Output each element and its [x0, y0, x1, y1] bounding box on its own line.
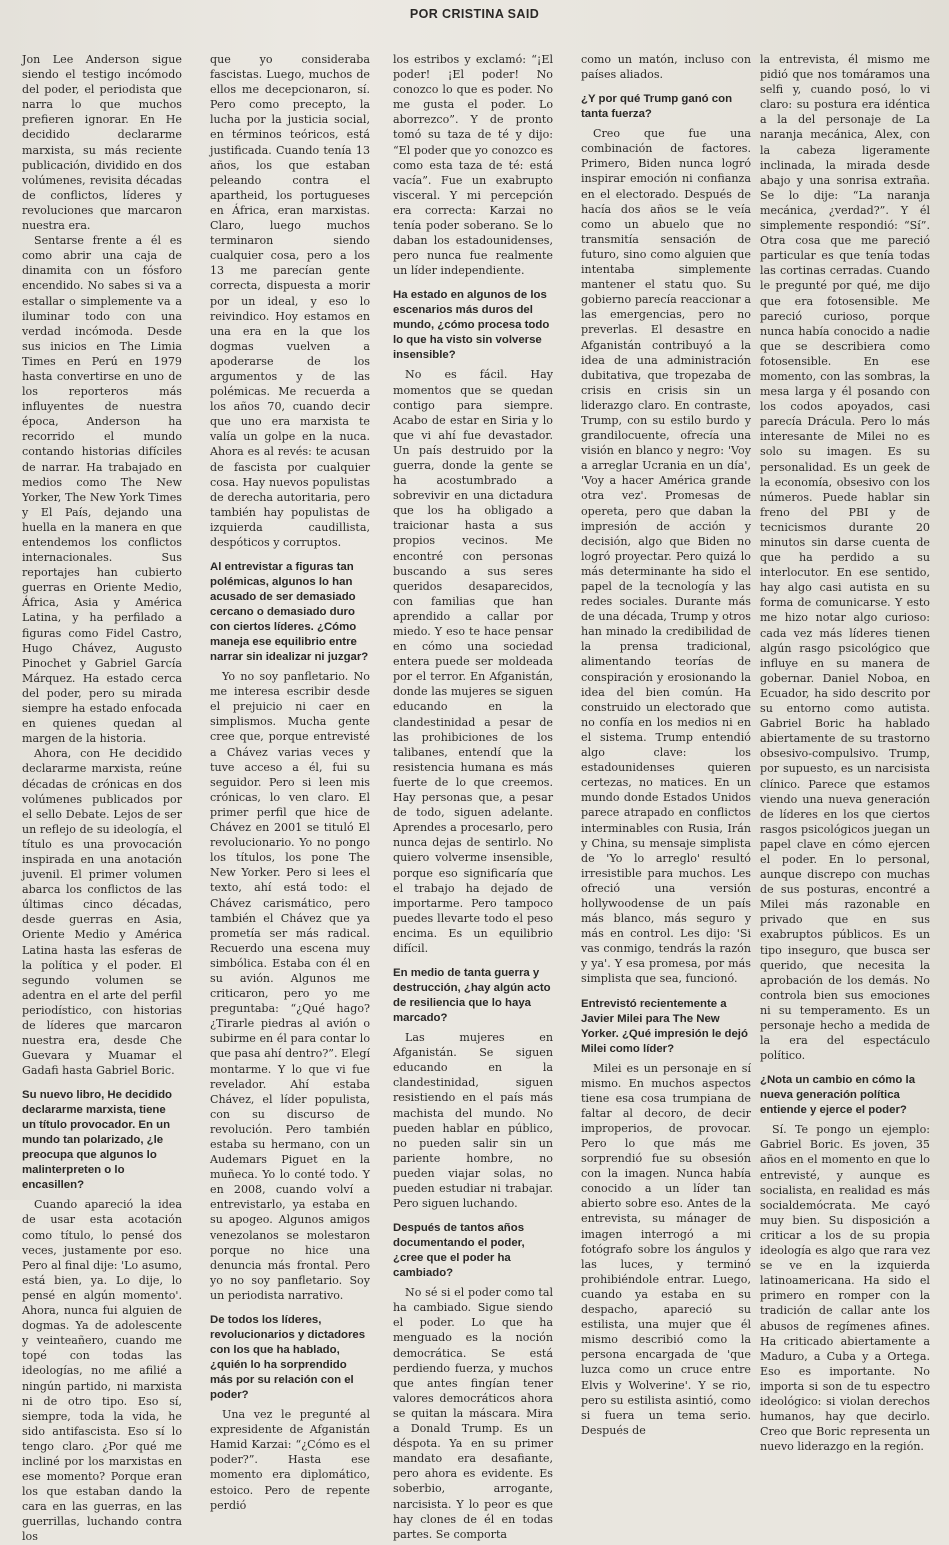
body-paragraph: No sé si el poder como tal ha cambiado. Sigue siendo el poder. Lo que ha menguado es la noción democrática. Se está perdiendo fuerza, y muchos que antes fingían tener valores democráticos ahora se quitan la máscara. Mira a Donald Trump. Es un déspota. Ya en su primer mandato era desafiante, pero ahora es evidente. Es soberbio, arrogante, narcisista. Y lo peor es que hay clones de él en todas partes. Se comporta	[393, 1286, 553, 1541]
body-paragraph: Creo que fue una combinación de factores. Primero, Biden nunca logró inspirar emoción ni confianza en el electorado. Después de hacía dos años se le veía como un abuelo que no transmitía sensación de futuro, sino como alguien que intentaba simplemente mantener el statu quo. Su gobierno parecía reaccionar a las emergencias, pero no preverlas. El desastre en Afganistán contribuyó a la idea de una administración dubitativa, que tropezaba de crisis en crisis sin un liderazgo claro. En contraste, Trump, con su estilo burdo y grandilocuente, ofrecía una visión en blanco y negro: 'Voy a arreglar Ucrania en un día', 'Voy a hacer América grande otra vez'. Promesas de opereta, pero que daban la impresión de acción y decisión, algo que Biden no logró proyectar. Pero quizá lo más determinante ha sido el papel de la tecnología y las redes sociales. Durante más de una década, Trump y otros han minado la credibilidad de la prensa tradicional, alimentando teorías de conspiración y erosionando la idea del bien común. Ha construido un electorado que no confía en los medios ni en el sistema. Trump entendió algo clave: los estadounidenses quieren certezas, no matices. En un mundo donde Estados Unidos parece atrapado en conflictos interminables con Rusia, Irán y China, su mensaje simplista de 'Yo lo arreglo' resultó irresistible para muchos. Les ofreció una versión hollywoodense de un país más blanco, más seguro y más en control. Les dijo: 'Si vas conmigo, tendrás la razón y ya'. Y esa promesa, por más simplista que sea, funcionó.	[581, 127, 751, 986]
article-column-5	[760, 52, 930, 1454]
body-paragraph: No es fácil. Hay momentos que se quedan contigo para siempre. Acabo de estar en Siria y lo que vi ahí fue devastador. Un país destruido por la guerra, donde la gente se ha acostumbrado a sobrevivir en una dictadura que los ha obligado a traicionar hasta a sus propios vecinos. Me encontré con personas buscando a sus seres queridos desaparecidos, con familias que han aprendido a callar por miedo. Y eso te hace pensar en cómo una sociedad entera puede ser moldeada por el terror. En Afganistán, donde las mujeres se siguen educando en la clandestinidad a pesar de las prohibiciones de los talibanes, entendí que la resistencia humana es más fuerte de lo que creemos. Hay personas que, a pesar de todo, siguen adelante. Aprendes a procesarlo, pero nunca dejas de sentirlo. No quiero volverme insensible, porque eso significaría que el trabajo ha dejado de importarme. Pero tampoco puedes llevarte todo el peso encima. Es un equilibrio difícil.	[393, 368, 553, 955]
body-paragraph: los estribos y exclamó: “¡El poder! ¡El poder! No conozco lo que es poder. No me gusta el poder. Lo aborrezco”. Y de pronto tomó su taza de té y dijo: “El poder que yo conozco es como esta taza de té: está vacía”. Fue un exabrupto visceral. Y mi percepción era correcta: Karzai no tenía poder soberano. Se lo daban los estadounidenses, pero nunca fue realmente un líder independiente.	[393, 53, 553, 278]
interview-question: Después de tantos años documentando el poder, ¿cree que el poder ha cambiado?	[393, 1222, 525, 1280]
interview-question: Su nuevo libro, He decidido declararme marxista, tiene un título provocador. En un mundo tan polarizado, ¿le preocupa que algunos lo malinterpreten o lo encasillen?	[22, 1089, 172, 1192]
interview-question: ¿Y por qué Trump ganó con tanta fuerza?	[581, 93, 733, 121]
interview-question: De todos los líderes, revolucionarios y dictadores con los que ha hablado, ¿quién lo ha sorprendido más por su relación con el poder?	[210, 1314, 366, 1402]
body-paragraph: Yo no soy panfletario. No me interesa escribir desde el prejuicio ni caer en simplismos. Mucha gente cree que, porque entrevisté a Chávez varias veces y tuve acceso a él, fui su seguidor. Pero si leen mis crónicas, lo ven claro. El primer perfil que hice de Chávez en 2001 se tituló El revolucionario. Yo no pongo los títulos, los pone The New Yorker. Pero si lees el texto, ahí está todo: el Chávez carismático, pero también el Chávez que ya prometía ser más radical. Recuerdo una escena muy simbólica. Estaba con él en su avión. Algunos me criticaron, pero yo me preguntaba: “¿Qué hago? ¿Tirarle piedras al avión o subirme en él para contar lo que pasa ahí dentro?”. Elegí montarme. Y lo que vi fue revelador. Ahí estaba Chávez, el líder populista, con su discurso de revolución. Pero también estaba su hermano, con un Audemars Piguet en la muñeca. Yo lo conté todo. Y en 2008, cuando volví a entrevistarlo, ya estaba en su apogeo. Algunos amigos venezolanos se molestaron porque no hice una denuncia más frontal. Pero yo no soy panfletario. Soy un periodista narrativo.	[210, 670, 370, 1302]
body-paragraph: la entrevista, él mismo me pidió que nos tomáramos una selfi y, cuando posó, lo vi claro: su postura era idéntica a la del personaje de La naranja mecánica, Alex, con la cabeza ligeramente inclinada, la mirada desde abajo y una sonrisa extraña. Se lo dije: “La naranja mecánica, ¿verdad?”. Y él simplemente respondió: “Sí”. Otra cosa que me pareció particular es que tenía todas las cortinas cerradas. Cuando le pregunté por qué, me dijo que era fotosensible. Me pareció curioso, porque nunca había conocido a nadie que se describiera como fotosensible. En ese momento, con las sombras, la mesa larga y él posando con los codos apoyados, casi parecía Drácula. Pero lo más interesante de Milei no es solo su imagen. Es su personalidad. Es un geek de la economía, obsesivo con los números. Puede hablar sin freno del PBI y de tecnicismos durante 20 minutos sin darse cuenta de que ha perdido a su interlocutor. En ese sentido, hay algo casi autista en su forma de comunicarse. Y esto me hizo notar algo curioso: cada vez más líderes tienen algún rasgo psicológico que influye en su manera de gobernar. Daniel Noboa, en Ecuador, ha sido descrito por su entorno como autista. Gabriel Boric ha hablado abiertamente de su trastorno obsesivo-compulsivo. Trump, por supuesto, es un narcisista clínico. Parece que estamos viendo una nueva generación de líderes en los que ciertos rasgos psicológicos juegan un papel clave en cómo ejercen el poder. En lo personal, aunque discrepo con muchas de sus posturas, encontré a Milei más razonable en privado que en sus exabruptos públicos. Es un tipo inseguro, que busca ser querido, que necesita la aprobación de los demás. No controla bien sus emociones ni su temperamento. Es un personaje hecho a medida de la era del espectáculo político.	[760, 53, 930, 1063]
body-paragraph: que yo consideraba fascistas. Luego, muchos de ellos me decepcionaron, sí. Pero como precepto, la lucha por la justicia social, en términos teóricos, está justificada. Cuando tenía 13 años, los que estaban peleando contra el apartheid, los portugueses en África, eran marxistas. Claro, luego muchos terminaron siendo cualquier cosa, pero a los 13 me parecían gente correcta, dispuesta a morir por un ideal, y eso lo reivindico. Hoy estamos en una era en la que los dogmas vuelven a apoderarse de los argumentos y de las polémicas. Me recuerda a los años 70, cuando decir que uno era marxista te valía un golpe en la nuca. Ahora es al revés: te acusan de fascista por cualquier cosa. Hay nuevos populistas de derecha autoritaria, pero también hay populistas de izquierda caudillista, despóticos y corruptos.	[210, 53, 370, 549]
interview-question: ¿Nota un cambio en cómo la nueva generación política entiende y ejerce el poder?	[760, 1074, 916, 1117]
interview-question: Entrevistó recientemente a Javier Milei para The New Yorker. ¿Qué impresión le dejó Milei como líder?	[581, 997, 748, 1055]
body-paragraph: Una vez le pregunté al expresidente de Afganistán Hamid Karzai: “¿Cómo es el poder?”. Hasta ese momento era diplomático, estoico. Pero de repente perdió	[210, 1408, 370, 1512]
byline: POR CRISTINA SAID	[409, 7, 540, 21]
article-column-2	[210, 52, 370, 1512]
interview-question: Ha estado en algunos de los escenarios más duros del mundo, ¿cómo procesa todo lo que ha visto sin volverse insensible?	[393, 289, 550, 362]
body-paragraph: Jon Lee Anderson sigue siendo el testigo incómodo del poder, el periodista que narra lo que muchos prefieren ignorar. En He decidido declararme marxista, su más reciente publicación, dividido en dos volúmenes, revisita décadas de conflictos, líderes y revoluciones que marcaron nuestra era.	[22, 53, 182, 233]
article-column-1	[22, 52, 182, 1544]
interview-question: En medio de tanta guerra y destrucción, ¿hay algún acto de resiliencia que lo haya marcado?	[393, 967, 551, 1025]
body-paragraph: Sentarse frente a él es como abrir una caja de dinamita con un fósforo encendido. No sabes si va a estallar o simplemente va a iluminar todo con una verdad incómoda. Desde sus inicios en The Limia Times en Perú en 1979 hasta convertirse en uno de los reporteros más influyentes de nuestra época, Anderson ha recorrido el mundo contando historias difíciles de narrar. Ha trabajado en medios como The New Yorker, The New York Times y El País, dejando una huella en la manera en que entendemos los conflictos internacionales. Sus reportajes han cubierto guerras en Oriente Medio, África, Asia y América Latina, y ha perfilado a figuras como Fidel Castro, Hugo Chávez, Augusto Pinochet y Gabriel García Márquez. Ha estado cerca del poder, pero su mirada siempre ha estado enfocada en quienes quedan al margen de la historia.	[22, 234, 182, 746]
body-paragraph: como un matón, incluso con países aliados.	[581, 53, 751, 82]
article-column-4	[581, 52, 751, 1437]
body-paragraph: Sí. Te pongo un ejemplo: Gabriel Boric. Es joven, 35 años en el momento en que lo entrevisté, y aunque es socialista, en realidad es más socialdemócrata. Me cayó muy bien. Su disposición a criticar a los de su propia ideología es algo que rara vez se ve en la izquierda latinoamericana. Ha sido el primero en romper con la tradición de callar ante los abusos de regímenes afines. Ha criticado abiertamente a Maduro, a Cuba y a Ortega. Eso es importante. No importa si son de tu espectro ideológico: si violan derechos humanos, hay que decirlo. Creo que Boric representa un nuevo liderazgo en la región.	[760, 1123, 930, 1454]
body-paragraph: Milei es un personaje en sí mismo. En muchos aspectos tiene esa cosa trumpiana de faltar al decoro, de decir improperios, de provocar. Pero lo que más me sorprendió fue su obsesión con la imagen. Nunca había conocido a un líder tan abierto sobre eso. Antes de la entrevista, su mánager de imagen interrogó a mi fotógrafo sobre los ángulos y las luces, y terminó prohibiéndole entrar. Luego, cuando ya estaba en su despacho, apareció su estilista, una mujer que él mismo describió como la persona encargada de 'que luzca como un cruce entre Elvis y Wolverine'. Y se rio, pero su estilista asintió, como si fuera un tema serio. Después de	[581, 1061, 751, 1437]
body-paragraph: Ahora, con He decidido declararme marxista, reúne décadas de crónicas en dos volúmenes publicados por el sello Debate. Lejos de ser un reflejo de su ideología, el título es una provocación inspirada en una anotación juvenil. El primer volumen abarca los conflictos de las últimas cinco décadas, desde guerras en Asia, Oriente Medio y América Latina hasta las esferas de la política y el poder. El segundo volumen se adentra en el arte del perfil periodístico, con historias de líderes que marcaron nuestra era, desde Che Guevara y Muamar el Gadafi hasta Gabriel Boric.	[22, 747, 182, 1078]
article-column-3	[393, 52, 553, 1541]
body-paragraph: Las mujeres en Afganistán. Se siguen educando en la clandestinidad, siguen resistiendo en el país más machista del mundo. No pueden hablar en público, no pueden salir sin un pariente hombre, no pueden viajar solas, no pueden estudiar ni trabajar. Pero siguen luchando.	[393, 1031, 553, 1211]
body-paragraph: Cuando apareció la idea de usar esta acotación como título, lo pensé dos veces, justamente por eso. Pero al final dije: 'Lo asumo, está bien, ya. Lo dije, lo pensé en algún momento'. Ahora, nunca fui alguien de dogmas. Ya de adolescente y veinteañero, cuando me topé con todas las ideologías, no me afilié a ningún partido, ni marxista ni de otro tipo. Eso sí, siempre, toda la vida, he sido antifascista. Eso sí lo tengo claro. ¿Por qué me incliné por los marxistas en ese momento? Porque eran los que estaban dando la cara en las guerras, en las guerrillas, luchando contra los	[22, 1198, 182, 1544]
interview-question: Al entrevistar a figuras tan polémicas, algunos lo han acusado de ser demasiado cercano o demasiado duro con ciertos líderes. ¿Cómo maneja ese equilibrio entre narrar sin idealizar ni juzgar?	[210, 561, 369, 664]
